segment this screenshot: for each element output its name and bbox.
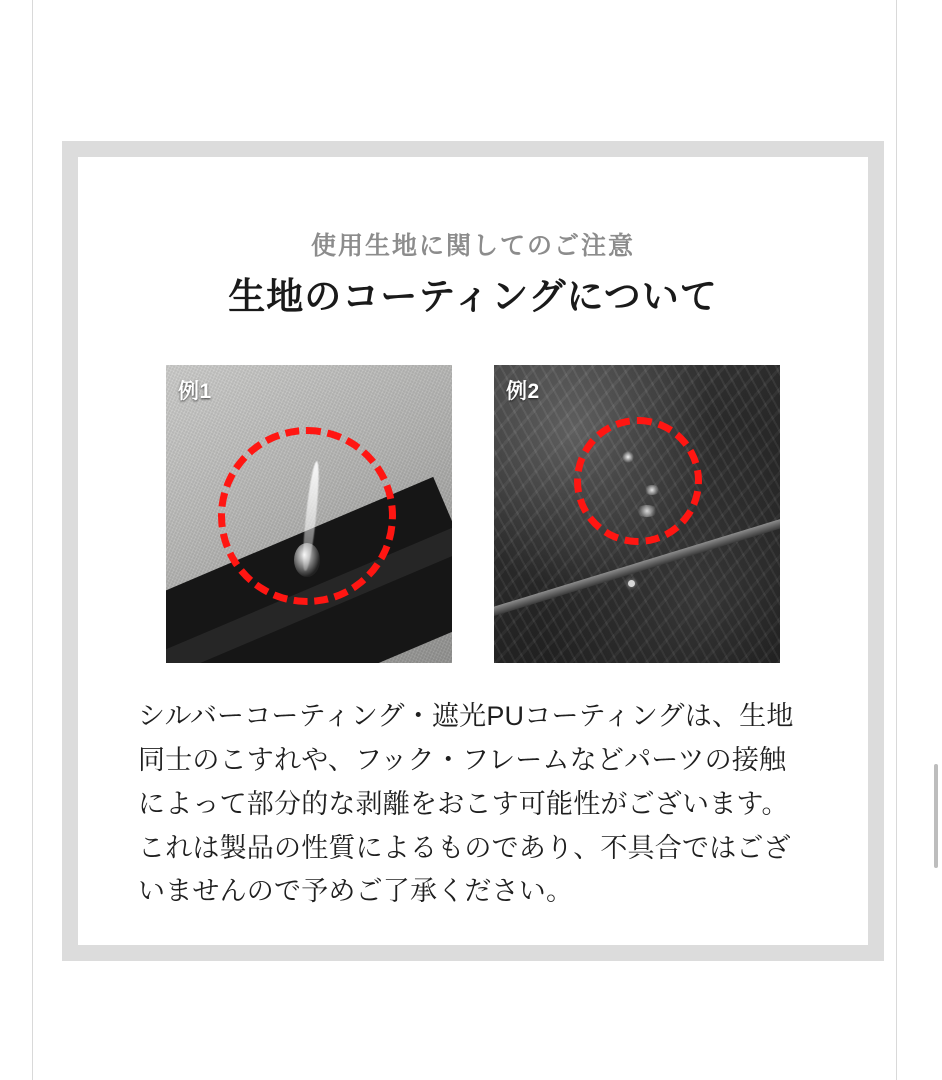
page-title: 生地のコーティングについて [228, 276, 718, 317]
notice-card-inner [78, 157, 868, 945]
notice-body-paragraph-2: これは製品の性質によるものであり、不具合ではございませんので予めご了承ください。 [138, 832, 791, 907]
example-photo-1 [166, 365, 452, 663]
example-photo-1-label: 例1 [178, 380, 212, 404]
highlight-circle-icon [218, 427, 396, 605]
example-photo-2-label: 例2 [506, 380, 540, 404]
photo2-rivet [628, 580, 635, 587]
fabric-coating-notice-card [62, 141, 884, 961]
example-photo-2 [494, 365, 780, 663]
example-photo-group [124, 365, 822, 663]
page-rule-right [896, 0, 897, 1080]
notice-eyebrow: 使用生地に関してのご注意 [310, 232, 635, 260]
notice-body [124, 695, 822, 914]
page-rule-left [32, 0, 33, 1080]
highlight-circle-icon [574, 417, 702, 545]
vertical-scrollbar-thumb[interactable] [934, 764, 938, 868]
notice-body-paragraph-1: シルバーコーティング・遮光PUコーティングは、生地同士のこすれや、フック・フレームなどパーツの接触によって部分的な剥離をおこす可能性がございます。 [138, 701, 794, 819]
